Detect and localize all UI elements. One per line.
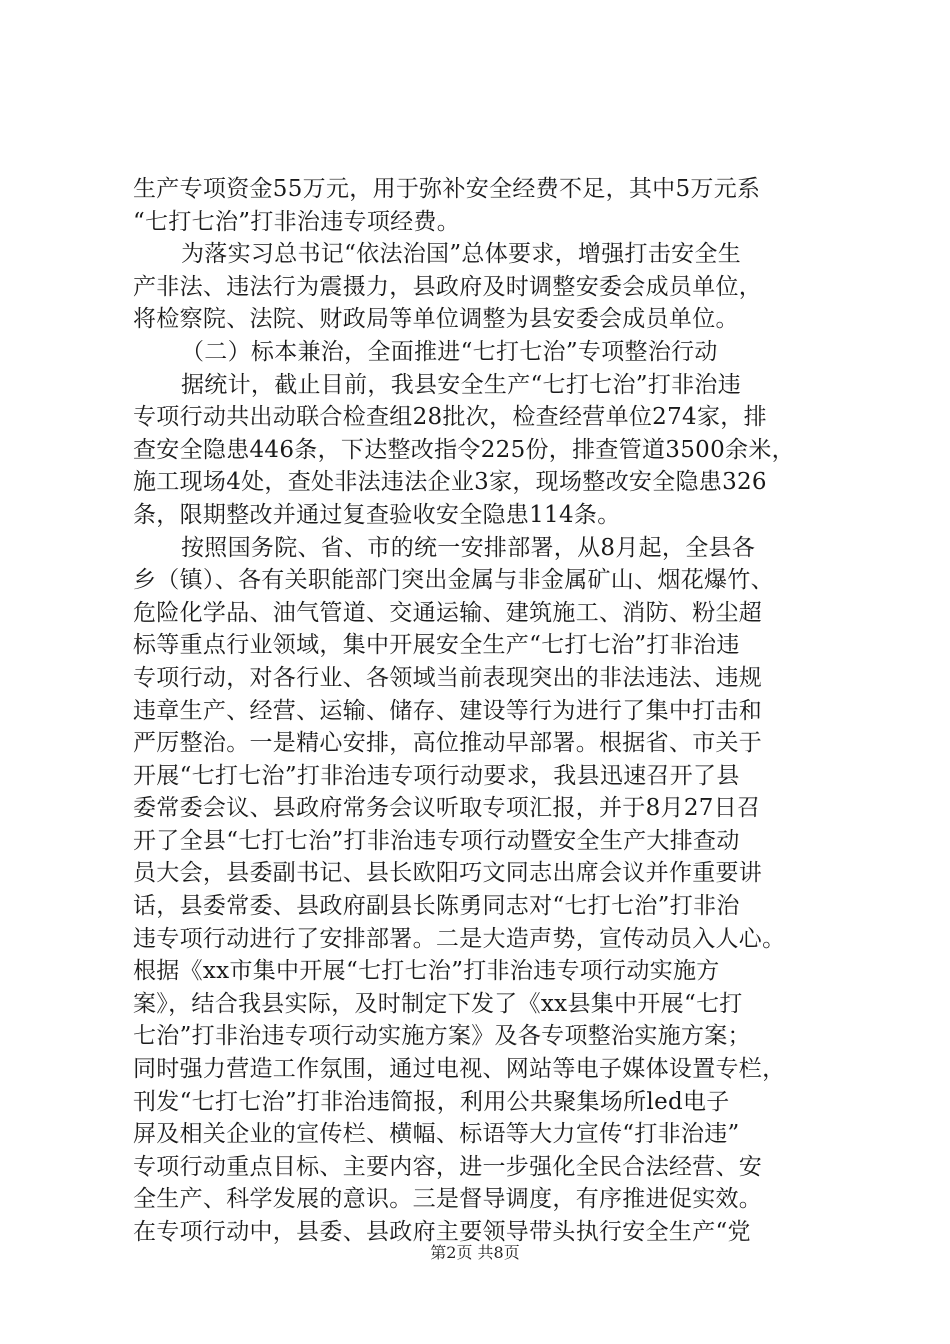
text-line: 危险化学品、油气管道、交通运输、建筑施工、消防、粉尘超 xyxy=(133,599,763,626)
text-line: 专项行动重点目标、主要内容，进一步强化全民合法经营、安 xyxy=(133,1153,763,1180)
text-line: 七治”打非治违专项行动实施方案》及各专项整治实施方案； xyxy=(133,1023,751,1050)
text-line: 员大会，县委副书记、县长欧阳巧文同志出席会议并作重要讲 xyxy=(133,860,763,887)
text-line: 产非法、违法行为震摄力，县政府及时调整安委会成员单位， xyxy=(133,273,763,300)
text-line: 查安全隐患446条，下达整改指令225份，排查管道3500余米， xyxy=(133,436,795,463)
page-number-footer: 第2页 共8页 xyxy=(430,1243,520,1262)
text-line: 委常委会议、县政府常务会议听取专项汇报，并于8月27日召 xyxy=(133,795,761,822)
text-line: 违专项行动进行了安排部署。二是大造声势，宣传动员入人心。 xyxy=(133,925,786,952)
text-line: 专项行动，对各行业、各领域当前表现突出的非法违法、违规 xyxy=(133,664,763,691)
paragraph-start-line: 为落实习总书记“依法治国”总体要求，增强打击安全生 xyxy=(181,241,742,268)
section-heading: （二）标本兼治，全面推进“七打七治”专项整治行动 xyxy=(181,338,718,365)
text-line: 开了全县“七打七治”打非治违专项行动暨安全生产大排查动 xyxy=(133,827,740,854)
text-line: 屏及相关企业的宣传栏、横幅、标语等大力宣传“打非治违” xyxy=(133,1121,740,1148)
paragraph-start-line: 按照国务院、省、市的统一安排部署，从8月起，全县各 xyxy=(181,534,756,561)
text-line: 在专项行动中，县委、县政府主要领导带头执行安全生产“党 xyxy=(133,1219,751,1245)
text-line: 专项行动共出动联合检查组28批次，检查经营单位274家，排 xyxy=(133,404,767,431)
text-line: 条，限期整改并通过复查验收安全隐患114条。 xyxy=(133,501,621,528)
text-line: 案》，结合我县实际，及时制定下发了《xx县集中开展“七打 xyxy=(133,990,743,1017)
text-line: 严厉整治。一是精心安排，高位推动早部署。根据省、市关于 xyxy=(133,730,763,757)
text-line: 开展“七打七治”打非治违专项行动要求，我县迅速召开了县 xyxy=(133,762,740,789)
text-line: 施工现场4处，查处非法违法企业3家，现场整改安全隐患326 xyxy=(133,469,767,496)
text-line: 全生产、科学发展的意识。三是督导调度，有序推进促实效。 xyxy=(133,1186,763,1213)
text-line: 违章生产、经营、运输、储存、建设等行为进行了集中打击和 xyxy=(133,697,763,724)
text-line: 标等重点行业领域，集中开展安全生产“七打七治”打非治违 xyxy=(133,632,740,659)
text-line: “七打七治”打非治违专项经费。 xyxy=(133,208,461,235)
text-line: 生产专项资金55万元，用于弥补安全经费不足，其中5万元系 xyxy=(133,176,761,202)
paragraph-start-line: 据统计，截止目前，我县安全生产“七打七治”打非治违 xyxy=(181,371,742,398)
text-line: 将检察院、法院、财政局等单位调整为县安委会成员单位。 xyxy=(133,306,739,333)
text-line: 话，县委常委、县政府副县长陈勇同志对“七打七治”打非治 xyxy=(133,893,740,920)
text-line: 根据《xx市集中开展“七打七治”打非治违专项行动实施方 xyxy=(133,958,720,985)
text-line: 乡（镇）、各有关职能部门突出金属与非金属矿山、烟花爆竹、 xyxy=(133,567,774,594)
document-body xyxy=(133,173,833,1249)
text-line: 同时强力营造工作氛围，通过电视、网站等电子媒体设置专栏， xyxy=(133,1056,786,1083)
text-line: 刊发“七打七治”打非治违简报，利用公共聚集场所led电子 xyxy=(133,1088,730,1115)
